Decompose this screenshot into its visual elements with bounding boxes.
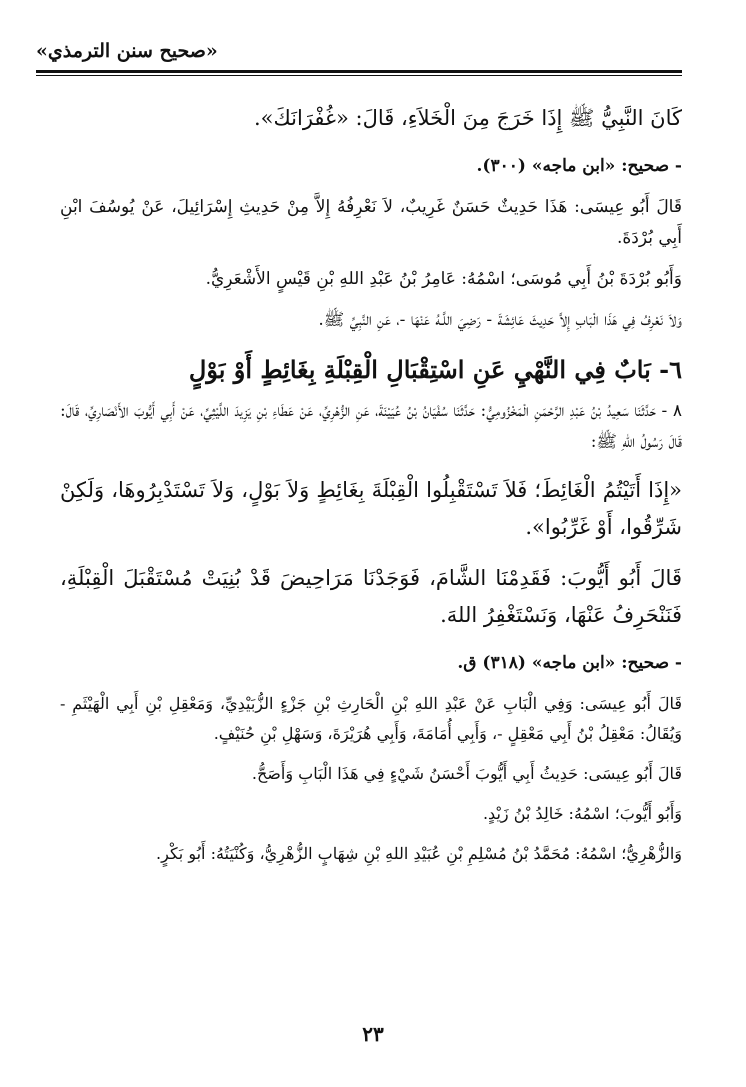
commentary-paragraph: وَالزُّهْرِيُّ؛ اسْمُهُ: مُحَمَّدُ بْنُ مُسْلِمِ بْنِ عُبَيْدِ اللهِ بْنِ شِهَابٍ الزُّهْرِيُّ، وَكُنْيَتُهُ: أَبُو بَكْرٍ.	[156, 844, 682, 863]
commentary-paragraph: قَالَ أَبُو عِيسَى: حَدِيثُ أَبِي أَيُّوبَ أَحْسَنُ شَيْءٍ فِي هَذَا الْبَابِ وَأَصَحُّ.	[251, 764, 682, 783]
hadith-text: «إِذَا أَتَيْتُمُ الْغَائِطَ؛ فَلاَ تَسْتَقْبِلُوا الْقِبْلَةَ بِغَائِطٍ وَلاَ بَوْلٍ، وَلاَ تَسْتَدْبِرُوهَا، وَلَكِنْ شَرِّقُوا، أَوْ غَرِّبُوا».	[60, 478, 682, 539]
page-body	[60, 100, 682, 869]
chapter-heading: ٦- بَابٌ فِي النَّهْيِ عَنِ اسْتِقْبَالِ الْقِبْلَةِ بِغَائِطٍ أَوْ بَوْلٍ	[188, 355, 682, 384]
page-number: ٢٣	[362, 1022, 384, 1046]
header-rule	[36, 70, 682, 73]
running-header-title: «صحيح سنن الترمذي»	[36, 40, 218, 62]
narrator-statement: قَالَ أَبُو أَيُّوبَ: فَقَدِمْنَا الشَّامَ، فَوَجَدْنَا مَرَاحِيضَ قَدْ بُنِيَتْ مُسْتَقْبَلَ الْقِبْلَةِ، فَنَنْحَرِفُ عَنْهَا، وَنَسْتَغْفِرُ اللهَ.	[60, 566, 682, 627]
commentary-paragraph: وَأَبُو بُرْدَةَ بْنُ أَبِي مُوسَى؛ اسْمُهُ: عَامِرُ بْنُ عَبْدِ اللهِ بْنِ قَيْسٍ الأَشْعَرِيُّ.	[205, 269, 682, 289]
commentary-paragraph: وَلاَ نَعْرِفُ فِي هَذَا الْبَابِ إِلاَّ حَدِيثَ عَائِشَةَ - رَضِيَ اللَّـهُ عَنْهَا -، عَنِ النَّبِيِّ ﷺ.	[318, 310, 682, 330]
hadith-chain: ٨ - حَدَّثَنَا سَعِيدُ بْنُ عَبْدِ الرَّحْمَنِ الْمَخْزُومِيُّ: حَدَّثَنَا سُفْيَانُ بْنُ عُيَيْنَةَ، عَنِ الزُّهْرِيِّ، عَنْ عَطَاءِ بْنِ يَزِيدَ اللَّيْثِيِّ، عَنْ أَبِي أَيُّوبَ الأَنْصَارِيِّ، قَالَ: قَالَ رَسُولُ اللهِ ﷺ:	[60, 401, 682, 452]
commentary-paragraph: قَالَ أَبُو عِيسَى: وَفِي الْبَابِ عَنْ عَبْدِ اللهِ بْنِ الْحَارِثِ بْنِ جَزْءٍ الزُّبَيْدِيِّ، وَمَعْقِلِ بْنِ أَبِي الْهَيْثَمِ - وَيُقَالُ: مَعْقِلُ بْنُ أَبِي مَعْقِلٍ -، وَأَبِي أُمَامَةَ، وَأَبِي هُرَيْرَةَ، وَسَهْلِ بْنِ حُنَيْفٍ.	[60, 694, 682, 743]
hadith-ending-text: كَانَ النَّبِيُّ ﷺ إِذَا خَرَجَ مِنَ الْخَلاَءِ، قَالَ: «غُفْرَانَكَ».	[253, 106, 682, 130]
grading-note: - صحيح: «ابن ماجه» (٣٠٠).	[476, 156, 682, 176]
commentary-paragraph: قَالَ أَبُو عِيسَى: هَذَا حَدِيثٌ حَسَنٌ غَرِيبٌ، لاَ نَعْرِفُهُ إِلاَّ مِنْ حَدِيثِ إِسْرَائِيلَ، عَنْ يُوسُفَ ابْنِ أَبِي بُرْدَةَ.	[60, 197, 682, 248]
commentary-paragraph: وَأَبُو أَيُّوبَ؛ اسْمُهُ: خَالِدُ بْنُ زَيْدٍ.	[482, 804, 682, 823]
header-rule-thin	[36, 75, 682, 76]
grading-note: - صحيح: «ابن ماجه» (٣١٨) ق.	[457, 653, 682, 673]
